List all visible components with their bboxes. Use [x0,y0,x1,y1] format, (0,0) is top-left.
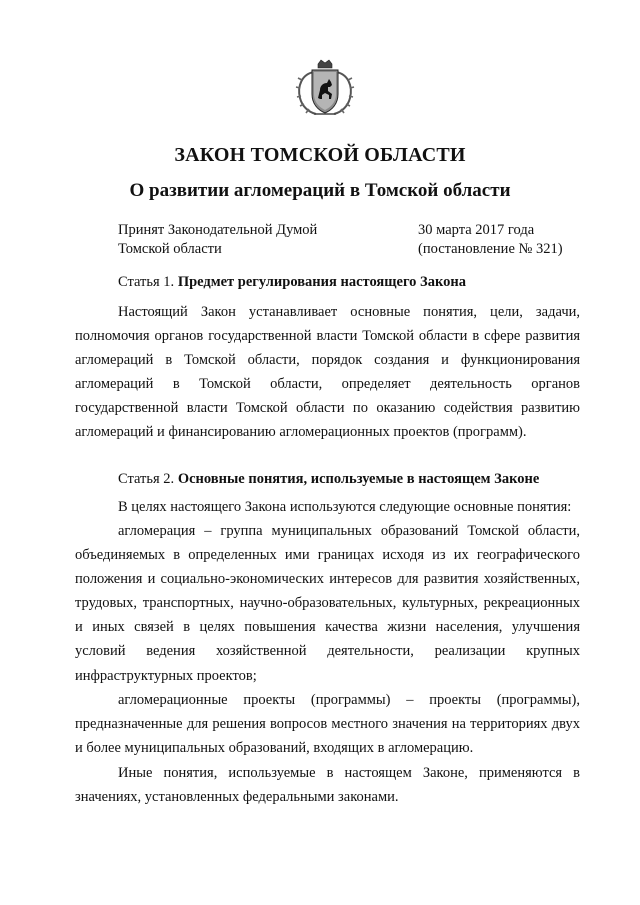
article-2-title: Основные понятия, используемые в настоящем Законе [177,471,540,487]
article-1-heading [118,274,466,291]
tomsk-coat-of-arms-icon [294,58,356,118]
article-1-number: Статья 1. [118,274,175,290]
adopted-by-line1: Принят Законодательной Думой [118,222,318,238]
adoption-date: 30 марта 2017 года [418,222,535,238]
article-2-paragraph-other: Иные понятия, используемые в настоящем Законе, применяются в значениях, установленных федеральными законами. [75,765,580,806]
resolution-number: (постановление № 321) [418,241,563,257]
law-subtitle: О развитии агломераций в Томской области [129,180,511,201]
article-1-paragraph: Настоящий Закон устанавливает основные понятия, цели, задачи, полномочия органов государственной власти Томской области в сфере развития агломераций в Томской области, порядок создания и функционирования агломераций в Томской области, определяет деятельность органов государственной власти Томской области по оказанию содействия развитию агломераций и финансированию агломерационных проектов (программ). [75,304,580,441]
article-2-number: Статья 2. [118,471,175,487]
article-2-heading [118,471,539,488]
adoption-info [118,221,317,259]
article-1-title: Предмет регулирования настоящего Закона [177,274,466,290]
article-2-paragraph-agglomeration: агломерация – группа муниципальных образований Томской области, объединяемых в определенных ими границах исходя из их географического положения и социально-экономических интересов для развития хозяйственных, трудовых, транспортных, научно-образовательных, культурных, рекреационных и иных связей в целях повышения качества жизни населения, улучшения условий ведения хозяйственной деятельности, реализации крупных инфраструктурных проектов; [75,523,580,684]
adopted-by-line2: Томской области [118,241,222,257]
article-2-paragraph-intro: В целях настоящего Закона используются следующие основные понятия: [118,499,572,515]
adoption-date-info [418,221,563,259]
article-2-paragraph-projects: агломерационные проекты (программы) – проекты (программы), предназначенные для решения вопросов местного значения на территориях двух и более муниципальных образований, входящих в агломерацию. [75,692,580,757]
law-title: ЗАКОН ТОМСКОЙ ОБЛАСТИ [174,144,466,166]
